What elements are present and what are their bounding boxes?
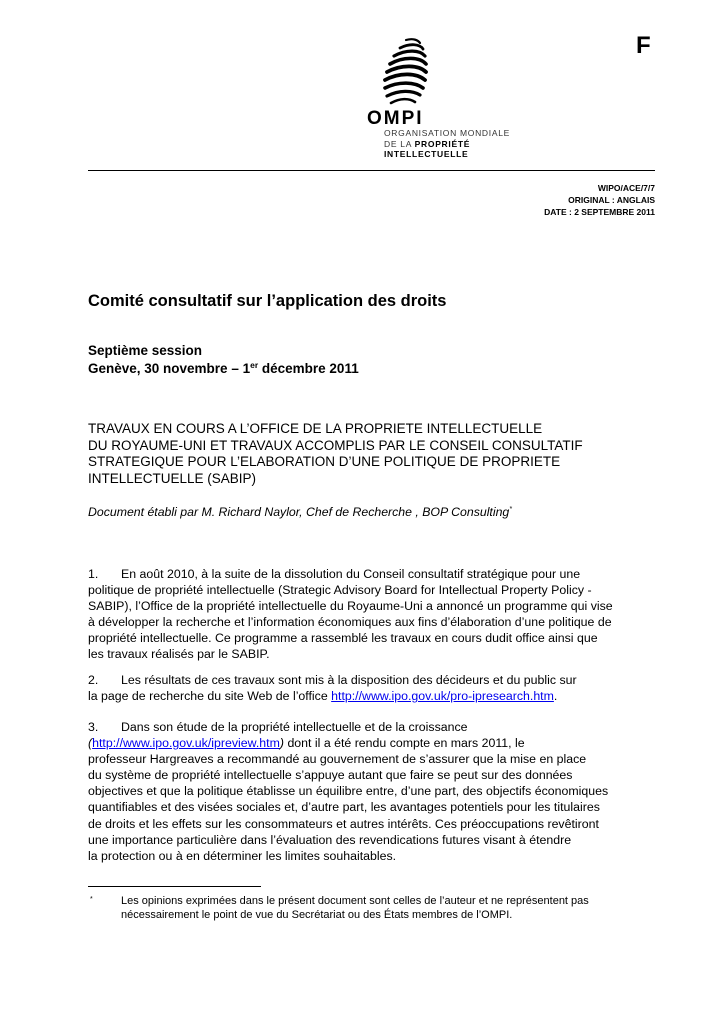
paragraph-line [88,688,660,704]
logo-line-3: INTELLECTUELLE [384,149,469,159]
paragraph-line: les travaux réalisés par le SABIP. [88,647,270,662]
logo-line-2-plain: DE LA [384,138,415,149]
session-dates-superscript: er [250,359,259,370]
logo-line-2 [384,139,510,150]
ipo-review-link[interactable]: http://www.ipo.gov.uk/ipreview.htm [92,736,280,751]
footnote-text [121,894,651,922]
footnote-divider [88,886,261,887]
paragraph-line: à développer la recherche et l’information économiques aux fins d’élaboration d’une politique de [88,615,612,630]
paragraph-text: Les résultats de ces travaux sont mis à la disposition des décideurs et du public sur [121,673,577,687]
paragraph-text: . [553,689,558,704]
paragraph-line [88,566,660,582]
committee-title: Comité consultatif sur l’application des droits [88,292,447,310]
paragraph-number: 1. [88,567,99,581]
wipo-globe-icon [380,36,430,110]
footnote-mark: * [90,896,93,903]
document-meta [544,182,655,218]
paragraph-text: Dans son étude de la propriété intellectuelle et de la croissance [121,720,468,734]
document-date: DATE : 2 SEPTEMBRE 2011 [544,207,655,217]
footnote-reference[interactable]: * [509,506,512,513]
logo-wordmark: OMPI [367,108,424,129]
session-dates-end: décembre 2011 [258,360,359,376]
footnote-line: nécessairement le point de vue du Secrétariat ou des États membres de l’OMPI. [121,909,513,921]
footnote-line: Les opinions exprimées dans le présent document sont celles de l’auteur et ne représentent pas [121,895,589,907]
ipo-research-link[interactable]: http://www.ipo.gov.uk/pro-ipresearch.htm [331,689,554,704]
logo-organisation-name [384,128,510,160]
header-divider [88,170,655,171]
document-reference: WIPO/ACE/7/7 [597,183,655,193]
document-title-line: INTELLECTUELLE (SABIP) [88,470,257,486]
document-title-line: TRAVAUX EN COURS A L’OFFICE DE LA PROPRIETE INTELLECTUELLE [88,421,543,436]
session-info [88,342,359,377]
author-line [88,504,512,520]
paragraph-line: SABIP), l’Office de la propriété intellectuelle du Royaume-Uni a annoncé un programme qui vise [88,599,613,614]
paragraph-number: 2. [88,673,99,687]
paragraph-3 [88,719,660,864]
paragraph-text: ) [279,736,285,751]
paragraph-text: En août 2010, à la suite de la dissolution du Conseil consultatif stratégique pour une [121,567,581,581]
paragraph-line: objectives et que la politique établisse un équilibre entre, d’une part, des objectifs économiques [88,784,609,799]
paragraph-line [88,719,660,735]
paragraph-line: quantifiables et des visées sociales et, d’autre part, les avantages potentiels pour les titulaires [88,800,600,815]
paragraph-line: une importance particulière dans l’évaluation des revendications futures visant à étendre [88,832,572,847]
logo-line-1: ORGANISATION MONDIALE [384,128,511,138]
session-dates-start: Genève, 30 novembre – 1 [88,360,251,376]
paragraph-line [88,735,660,751]
author-text: Document établi par M. Richard Naylor, Chef de Recherche , BOP Consulting [88,505,510,519]
logo-line-2-bold: PROPRIÉTÉ [414,138,471,149]
paragraph-line: propriété intellectuelle. Ce programme a rassemblé les travaux en cours dudit office ainsi que [88,631,598,646]
paragraph-text: ( [88,736,93,751]
paragraph-line: du système de propriété intellectuelle s’appuye autant que faire se peut sur des données [88,768,573,783]
document-original-language: ORIGINAL : ANGLAIS [568,195,655,205]
paragraph-text: la page de recherche du site Web de l’office [88,689,332,704]
document-title [88,421,648,487]
paragraph-line [88,672,660,688]
paragraph-line: la protection ou à en déterminer les limites souhaitables. [88,848,397,863]
paragraph-text: dont il a été rendu compte en mars 2011, le [284,736,525,751]
session-place-dates [88,360,359,378]
paragraph-line: politique de propriété intellectuelle (Strategic Advisory Board for Intellectual Property Policy - [88,583,592,598]
paragraph-2 [88,672,660,704]
paragraph-line: de droits et les effets sur les consommateurs et autres intérêts. Ces préoccupations revêtiront [88,816,599,831]
session-name: Septième session [88,343,203,358]
paragraph-1 [88,566,660,663]
document-title-line: DU ROYAUME-UNI ET TRAVAUX ACCOMPLIS PAR LE CONSEIL CONSULTATIF [88,437,583,453]
document-title-line: STRATEGIQUE POUR L’ELABORATION D’UNE POLITIQUE DE PROPRIETE [88,454,561,470]
language-letter: F [636,32,651,59]
paragraph-line: professeur Hargreaves a recommandé au gouvernement de s’assurer que la mise en place [88,752,587,767]
paragraph-number: 3. [88,720,99,734]
